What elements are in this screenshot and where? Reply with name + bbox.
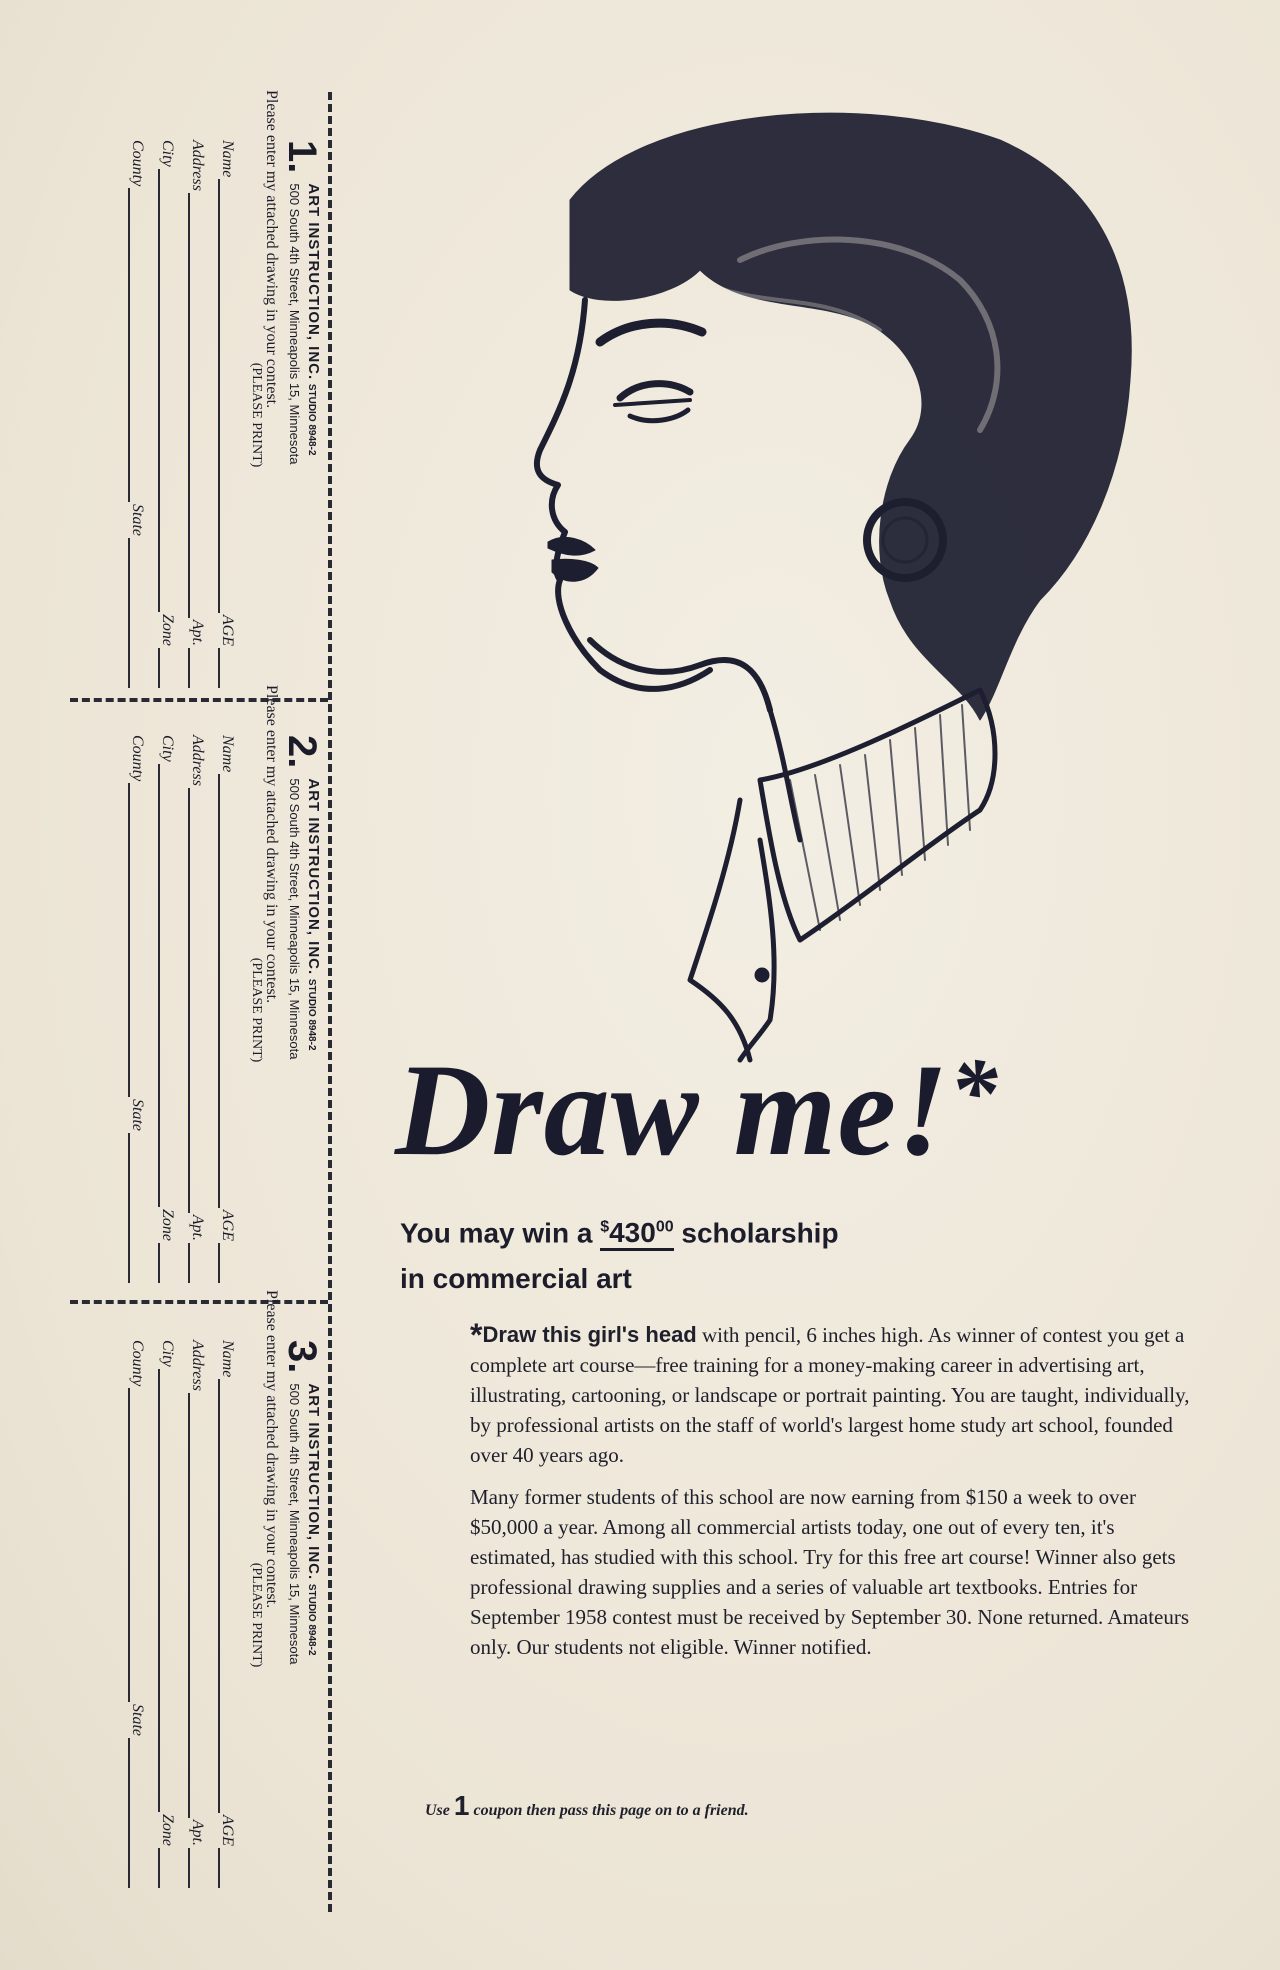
city-label: City	[159, 140, 176, 167]
apt-label: Apt.	[189, 1819, 206, 1846]
amount-value: 430	[609, 1217, 656, 1249]
body-copy	[470, 1317, 1200, 1674]
studio-code: STUDIO 8948-2	[306, 978, 317, 1051]
age-label: AGE	[219, 614, 236, 646]
currency-symbol: $	[600, 1219, 610, 1236]
city-field[interactable]	[158, 1369, 178, 1812]
entry-note: Please enter my attached drawing in your contest.	[263, 1290, 280, 1609]
address-field[interactable]	[188, 1393, 208, 1818]
studio-code: STUDIO 8948-2	[306, 383, 317, 456]
age-label: AGE	[219, 1209, 236, 1241]
apt-label: Apt.	[189, 619, 206, 646]
state-field[interactable]	[128, 538, 148, 688]
zone-field[interactable]	[158, 1848, 178, 1888]
name-field[interactable]	[218, 179, 238, 613]
county-field[interactable]	[128, 188, 148, 502]
name-label: Name	[219, 1340, 236, 1378]
company-address: 500 South 4th Street, Minneapolis 15, Minnesota	[287, 1383, 302, 1665]
name-label: Name	[219, 140, 236, 178]
zone-label: Zone	[159, 614, 176, 646]
age-field[interactable]	[218, 648, 238, 688]
body-paragraph-2: Many former students of this school are now earning from $150 a week to over $50,000 a year. Among all commercial artists today, one out of every ten, it's estimated, has studied with this school. Try for this free art course! Winner also gets professional drawing supplies and a series of valuable art textbooks. Entries for September 1958 contest must be received by September 30. None returned. Amateurs only. Our students not eligible. Winner notified.	[470, 1485, 1190, 1659]
company-name: ART INSTRUCTION, INC.	[305, 778, 322, 976]
headline-asterisk: *	[949, 1038, 999, 1145]
coupon-divider	[70, 1300, 328, 1304]
state-label: State	[129, 504, 146, 536]
coupon-cut-line	[328, 92, 332, 1912]
entry-note: Please enter my attached drawing in your contest.	[263, 90, 280, 409]
lead-bold: Draw this girl's head	[482, 1322, 697, 1347]
apt-field[interactable]	[188, 1848, 208, 1888]
subhead-post: scholarship	[673, 1217, 839, 1249]
county-label: County	[129, 140, 146, 187]
headline-text: Draw me!	[395, 1036, 950, 1183]
zone-field[interactable]	[158, 648, 178, 688]
apt-field[interactable]	[188, 1243, 208, 1283]
company-address: 500 South 4th Street, Minneapolis 15, Minnesota	[287, 778, 302, 1060]
city-field[interactable]	[158, 764, 178, 1207]
address-field[interactable]	[188, 788, 208, 1213]
state-field[interactable]	[128, 1133, 148, 1283]
print-instruction: (PLEASE PRINT)	[249, 1562, 264, 1668]
state-label: State	[129, 1099, 146, 1131]
coupon-1[interactable]	[70, 90, 328, 690]
state-label: State	[129, 1704, 146, 1736]
footer-post: coupon then pass this page on to a friend.	[469, 1802, 749, 1819]
zone-label: Zone	[159, 1209, 176, 1241]
county-field[interactable]	[128, 1388, 148, 1702]
subhead-pre: You may win a	[400, 1217, 601, 1249]
entry-note: Please enter my attached drawing in your contest.	[263, 685, 280, 1004]
p1-rest: with pencil, 6 inches high. As winner of contest you get a complete art course—free training for a money-making career in advertising art, illustrating, cartooning, or landscape or portrait painting. You are taught, individually, by professional artists on the staff of world's largest home study art school, founded over 40 years ago.	[470, 1323, 1190, 1467]
print-instruction: (PLEASE PRINT)	[249, 957, 264, 1063]
headline	[395, 1036, 1225, 1183]
subheadline	[400, 1205, 1220, 1302]
company-name: ART INSTRUCTION, INC.	[305, 1383, 322, 1581]
name-field[interactable]	[218, 774, 238, 1208]
county-field[interactable]	[128, 783, 148, 1097]
footer-pre: Use	[425, 1802, 454, 1819]
coupon-divider	[70, 698, 328, 702]
coupon-3[interactable]	[70, 1290, 328, 1890]
subhead-line2: in commercial art	[400, 1263, 632, 1295]
studio-code: STUDIO 8948-2	[306, 1583, 317, 1656]
name-label: Name	[219, 735, 236, 773]
zone-label: Zone	[159, 1814, 176, 1846]
apt-field[interactable]	[188, 648, 208, 688]
lead-asterisk: *	[470, 1317, 483, 1353]
name-field[interactable]	[218, 1379, 238, 1813]
zone-field[interactable]	[158, 1243, 178, 1283]
state-field[interactable]	[128, 1738, 148, 1888]
county-label: County	[129, 735, 146, 782]
address-field[interactable]	[188, 193, 208, 618]
address-label: Address	[189, 1340, 206, 1391]
city-label: City	[159, 735, 176, 762]
coupon-number: 3.	[280, 1340, 324, 1374]
company-name: ART INSTRUCTION, INC.	[305, 183, 322, 381]
city-field[interactable]	[158, 169, 178, 612]
apt-label: Apt.	[189, 1214, 206, 1241]
county-label: County	[129, 1340, 146, 1387]
address-label: Address	[189, 140, 206, 191]
footer-note	[425, 1790, 1125, 1822]
amount-cents: 00	[655, 1219, 674, 1236]
city-label: City	[159, 1340, 176, 1367]
body-paragraph-1	[470, 1317, 1200, 1470]
print-instruction: (PLEASE PRINT)	[249, 362, 264, 468]
age-field[interactable]	[218, 1243, 238, 1283]
footer-number: 1	[453, 1790, 470, 1821]
coupon-2[interactable]	[70, 685, 328, 1285]
age-field[interactable]	[218, 1848, 238, 1888]
girl-head-illustration	[440, 80, 1200, 1070]
address-label: Address	[189, 735, 206, 786]
scholarship-amount	[600, 1217, 673, 1251]
coupon-number: 2.	[280, 735, 324, 769]
age-label: AGE	[219, 1814, 236, 1846]
company-address: 500 South 4th Street, Minneapolis 15, Minnesota	[287, 183, 302, 465]
coupon-number: 1.	[280, 140, 324, 174]
